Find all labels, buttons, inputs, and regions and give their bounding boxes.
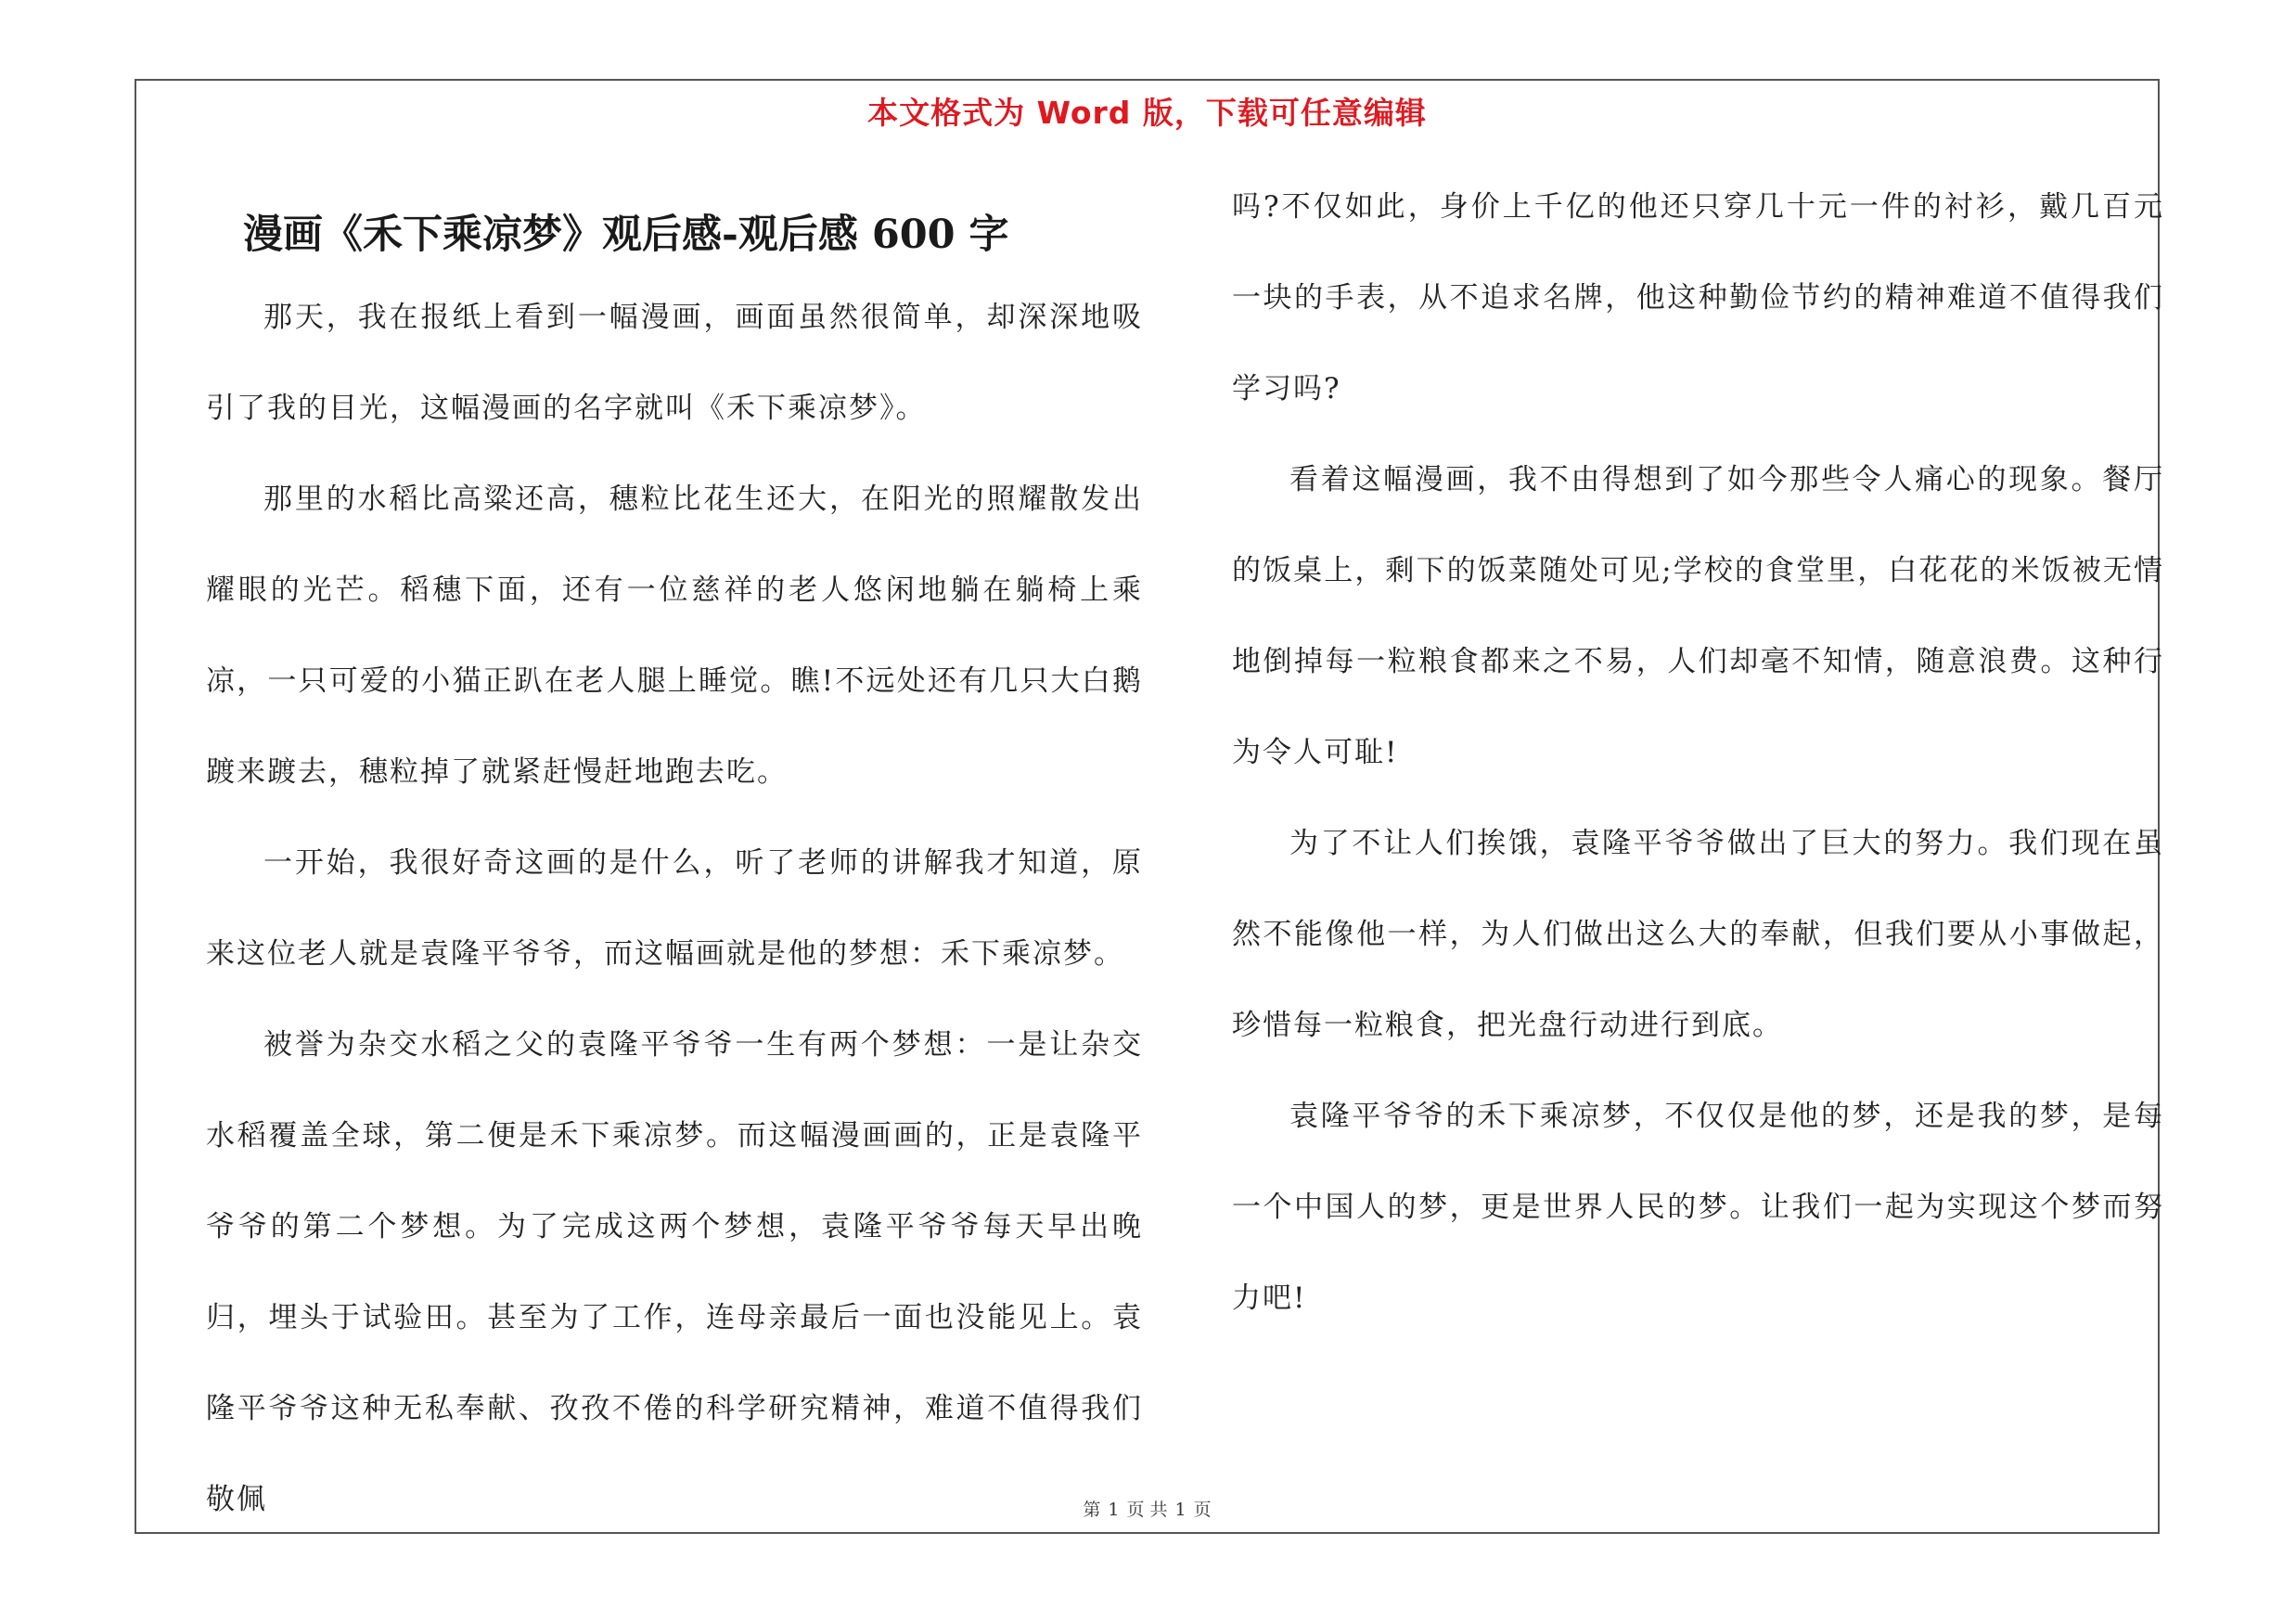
page-footer: [135, 1496, 2160, 1521]
footer-page-number: 1: [1108, 1500, 1120, 1520]
footer-label: 页 共: [1126, 1500, 1168, 1520]
paragraph: 被誉为杂交水稻之父的袁隆平爷爷一生有两个梦想：一是让杂交水稻覆盖全球，第二便是禾下乘凉梦。而这幅漫画画的，正是袁隆平爷爷的第二个梦想。为了完成这两个梦想，袁隆平爷爷每天早出晚归，埋头于试验田。甚至为了工作，连母亲最后一面也没能见上。袁隆平爷爷这种无私奉献、孜孜不倦的科学研究精神，难道不值得我们敬佩: [206, 1028, 1143, 1516]
footer-page-total: 1: [1174, 1500, 1186, 1520]
paragraph: 那里的水稻比高粱还高，穗粒比花生还大，在阳光的照耀散发出耀眼的光芒。稻穗下面，还有一位慈祥的老人悠闲地躺在躺椅上乘凉，一只可爱的小猫正趴在老人腿上睡觉。瞧!不远处还有几只大白鹅踱来踱去，穗粒掉了就紧赶慢赶地跑去吃。: [206, 483, 1143, 789]
left-column: [206, 186, 1143, 1545]
paragraph-continuation: 吗?不仅如此，身价上千亿的他还只穿几十元一件的衬衫，戴几百元一块的手表，从不追求名牌，他这种勤俭节约的精神难道不值得我们学习吗?: [1232, 190, 2164, 406]
paragraph: 一开始，我很好奇这画的是什么，听了老师的讲解我才知道，原来这位老人就是袁隆平爷爷，而这幅画就是他的梦想：禾下乘凉梦。: [206, 846, 1143, 971]
right-column: [1232, 186, 2164, 1344]
footer-label: 页: [1193, 1500, 1212, 1520]
paragraph: 袁隆平爷爷的禾下乘凉梦，不仅仅是他的梦，还是我的梦，是每一个中国人的梦，更是世界人民的梦。让我们一起为实现这个梦而努力吧!: [1232, 1100, 2164, 1315]
footer-label: 第: [1083, 1500, 1101, 1520]
paragraph: 为了不让人们挨饿，袁隆平爷爷做出了巨大的努力。我们现在虽然不能像他一样，为人们做出这么大的奉献，但我们要从小事做起，珍惜每一粒粮食，把光盘行动进行到底。: [1232, 827, 2164, 1042]
document-title: 漫画《禾下乘凉梦》观后感-观后感 600 字: [243, 212, 1009, 258]
paragraph: 那天，我在报纸上看到一幅漫画，画面虽然很简单，却深深地吸引了我的目光，这幅漫画的名字就叫《禾下乘凉梦》。: [206, 301, 1143, 425]
paragraph: 看着这幅漫画，我不由得想到了如今那些令人痛心的现象。餐厅的饭桌上，剩下的饭菜随处可见;学校的食堂里，白花花的米饭被无情地倒掉每一粒粮食都来之不易，人们却毫不知情，随意浪费。这种行为令人可耻!: [1232, 463, 2164, 769]
format-notice-banner: 本文格式为 Word 版，下载可任意编辑: [867, 95, 1427, 131]
